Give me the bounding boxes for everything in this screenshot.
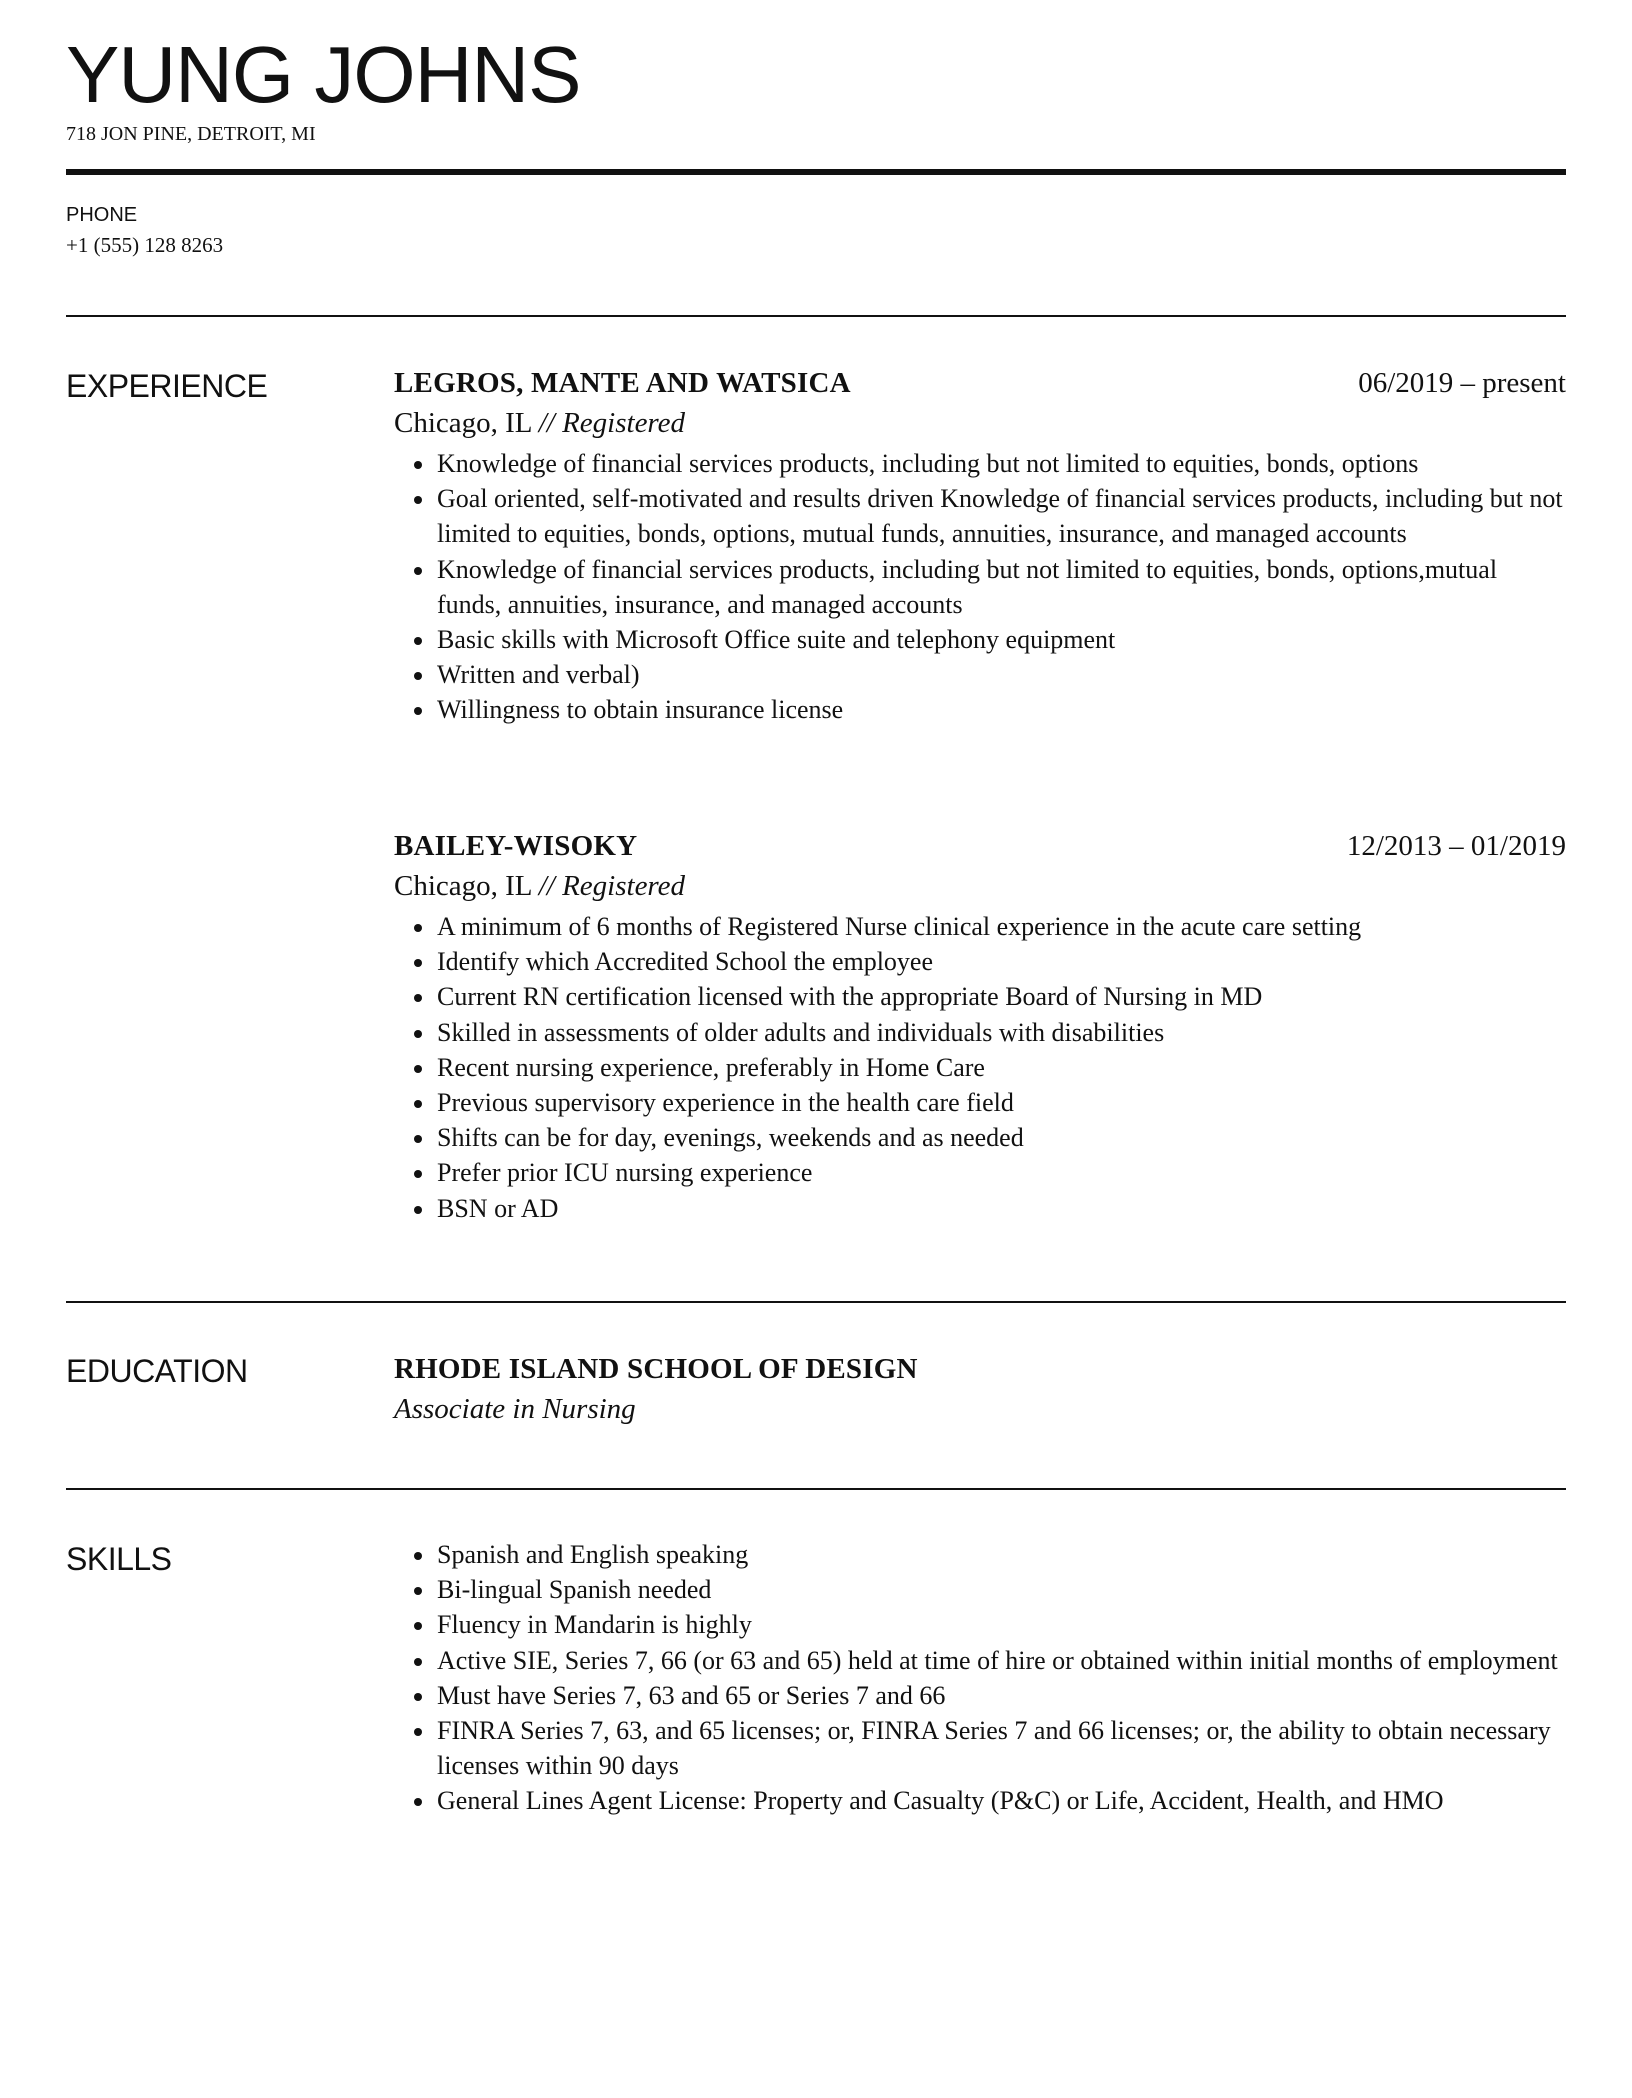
list-item: A minimum of 6 months of Registered Nurse clinical experience in the acute care setting — [394, 909, 1566, 944]
list-item: Spanish and English speaking — [394, 1537, 1566, 1572]
experience-heading: EXPERIENCE — [66, 368, 268, 404]
phone-value: +1 (555) 128 8263 — [66, 233, 224, 257]
list-item: Fluency in Mandarin is highly — [394, 1607, 1566, 1642]
job-location: Chicago, IL — [394, 870, 532, 902]
list-item: Identify which Accredited School the employee — [394, 944, 1566, 979]
job-entry — [394, 363, 1566, 728]
section-divider — [66, 315, 1566, 317]
list-item: Previous supervisory experience in the health care field — [394, 1085, 1566, 1120]
degree: Associate in Nursing — [394, 1393, 636, 1425]
list-item: FINRA Series 7, 63, and 65 licenses; or, FINRA Series 7 and 66 licenses; or, the ability to obtain necessary licenses within 90 days — [394, 1713, 1566, 1783]
list-item: Knowledge of financial services products, including but not limited to equities, bonds, options,mutual funds, annuities, insurance, and managed accounts — [394, 552, 1566, 622]
skills-entry — [394, 1537, 1566, 1819]
list-item: Skilled in assessments of older adults and individuals with disabilities — [394, 1015, 1566, 1050]
list-item: Prefer prior ICU nursing experience — [394, 1155, 1566, 1190]
list-item: Must have Series 7, 63 and 65 or Series 7 and 66 — [394, 1678, 1566, 1713]
list-item: Current RN certification licensed with the appropriate Board of Nursing in MD — [394, 979, 1566, 1014]
job-dates: 12/2013 – 01/2019 — [1346, 830, 1566, 862]
header-divider — [66, 169, 1566, 175]
section-divider — [66, 1301, 1566, 1303]
job-separator: // — [538, 407, 555, 439]
school-name: RHODE ISLAND SCHOOL OF DESIGN — [394, 1353, 918, 1385]
candidate-address: 718 JON PINE, DETROIT, MI — [66, 123, 316, 145]
section-divider — [66, 1488, 1566, 1490]
job-bullets — [394, 446, 1566, 728]
job-role: Registered — [562, 870, 686, 902]
list-item: Basic skills with Microsoft Office suite and telephony equipment — [394, 622, 1566, 657]
list-item: Knowledge of financial services products, including but not limited to equities, bonds, options — [394, 446, 1566, 481]
skills-heading: SKILLS — [66, 1541, 172, 1577]
job-location-role — [394, 866, 1566, 906]
job-role: Registered — [562, 407, 686, 439]
job-entry — [394, 826, 1566, 1226]
education-heading: EDUCATION — [66, 1353, 248, 1389]
job-company: BAILEY-WISOKY — [394, 830, 638, 862]
job-separator: // — [538, 870, 555, 902]
list-item: General Lines Agent License: Property and Casualty (P&C) or Life, Accident, Health, and HMO — [394, 1783, 1566, 1818]
phone-label: PHONE — [66, 204, 138, 226]
job-location-role — [394, 403, 1566, 443]
list-item: Recent nursing experience, preferably in Home Care — [394, 1050, 1566, 1085]
list-item: Willingness to obtain insurance license — [394, 692, 1566, 727]
list-item: Goal oriented, self-motivated and results driven Knowledge of financial services products, including but not limited to equities, bonds, options, mutual funds, annuities, insurance, and managed accounts — [394, 481, 1566, 551]
list-item: Bi-lingual Spanish needed — [394, 1572, 1566, 1607]
list-item: BSN or AD — [394, 1191, 1566, 1226]
list-item: Shifts can be for day, evenings, weekends and as needed — [394, 1120, 1566, 1155]
job-bullets — [394, 909, 1566, 1226]
job-company: LEGROS, MANTE AND WATSICA — [394, 367, 851, 399]
list-item: Written and verbal) — [394, 657, 1566, 692]
candidate-name: YUNG JOHNS — [66, 30, 581, 119]
job-dates: 06/2019 – present — [1358, 367, 1566, 399]
skills-list — [394, 1537, 1566, 1819]
list-item: Active SIE, Series 7, 66 (or 63 and 65) held at time of hire or obtained within initial months of employment — [394, 1643, 1566, 1678]
job-location: Chicago, IL — [394, 407, 532, 439]
education-entry — [394, 1349, 1566, 1429]
